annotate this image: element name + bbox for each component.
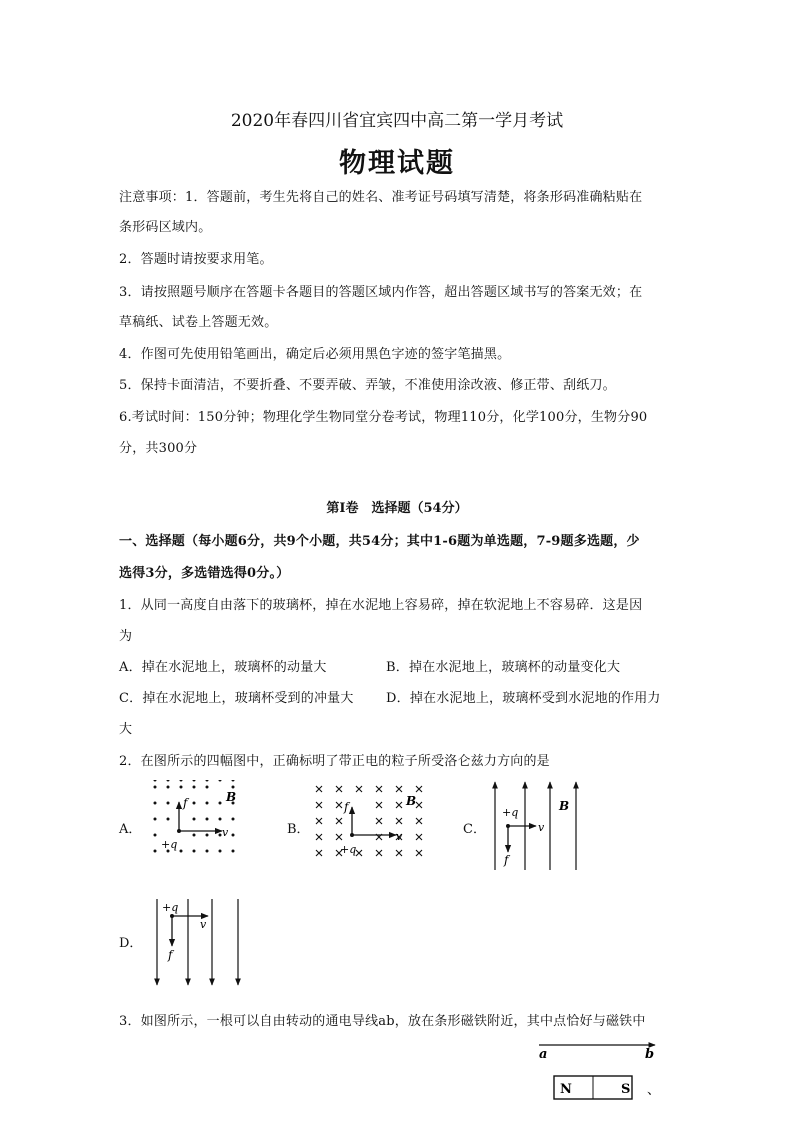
note-line-8: 6.考试时间：150分钟；物理化学生物同堂分卷考试，物理110分，化学100分，生物分90 <box>119 410 648 425</box>
magnet-s-pole: S <box>621 1082 631 1097</box>
q2-figure-d <box>150 897 245 989</box>
field-dots <box>154 780 235 782</box>
q1-option-d: D．掉在水泥地上，玻璃杯受到水泥地的作用力 <box>386 691 661 706</box>
field-label: B <box>406 794 417 808</box>
q1-option-b: B．掉在水泥地上，玻璃杯的动量变化大 <box>386 660 621 675</box>
q2-stem: 2．在图所示的四幅图中，正确标明了带正电的粒子所受洛仑兹力方向的是 <box>119 754 550 769</box>
q2-label-c: C． <box>463 822 486 837</box>
q2-label-b: B． <box>287 822 310 837</box>
q3-figure <box>535 1036 665 1106</box>
q2-figure-b <box>310 783 435 868</box>
q1-option-c: C．掉在水泥地上，玻璃杯受到的冲量大 <box>119 691 354 706</box>
note-line-3: 2．答题时请按要求用笔。 <box>119 252 273 267</box>
charge-label: +q <box>340 843 357 856</box>
note-line-7: 5．保持卡面清洁，不要折叠、不要弄破、弄皱，不准使用涂改液、修正带、刮纸刀。 <box>119 378 616 393</box>
wire-end-a: a <box>539 1047 548 1062</box>
section-instructions-line-2: 选得3分，多选错选得0分。） <box>119 566 290 581</box>
q1-stem-line-2: 为 <box>119 629 133 644</box>
charge-label: +q <box>162 901 179 914</box>
section-instructions-line-1: 一、选择题（每小题6分，共9个小题，共54分；其中1-6题为单选题，7-9题多选题，少 <box>119 534 640 549</box>
field-label: B <box>226 790 237 804</box>
note-line-4: 3．请按照题号顺序在答题卡各题目的答题区域内作答，超出答题区域书写的答案无效；在 <box>119 285 643 300</box>
exam-subtitle: 2020年春四川省宜宾四中高二第一学月考试 <box>230 111 564 131</box>
q2-label-d: D． <box>119 936 143 951</box>
velocity-label: v <box>222 826 229 839</box>
charge-label: +q <box>161 838 178 851</box>
velocity-label: v <box>396 830 403 843</box>
velocity-label: v <box>200 918 207 931</box>
force-label: f <box>168 948 173 962</box>
exam-title: 物理试题 <box>339 148 455 179</box>
note-line-6: 4．作图可先使用铅笔画出，确定后必须用黑色字迹的签字笔描黑。 <box>119 347 511 362</box>
field-label: B <box>559 799 570 813</box>
q3-stem: 3．如图所示，一根可以自由转动的通电导线ab，放在条形磁铁附近，其中点恰好与磁铁中 <box>119 1014 646 1029</box>
trailing-mark: 、 <box>647 1083 661 1098</box>
q2-figure-a <box>148 780 248 865</box>
q1-option-d-continued: 大 <box>119 722 133 737</box>
q2-label-a: A． <box>119 822 142 837</box>
note-line-5: 草稿纸、试卷上答题无效。 <box>119 315 278 330</box>
q1-stem-line-1: 1．从同一高度自由落下的玻璃杯，掉在水泥地上容易碎，掉在软泥地上不容易碎．这是因 <box>119 598 643 613</box>
note-line-2: 条形码区域内。 <box>119 220 212 235</box>
charge-label: +q <box>502 806 519 819</box>
force-label: f <box>504 853 509 867</box>
force-label: f <box>183 796 188 810</box>
q1-option-a: A．掉在水泥地上，玻璃杯的动量大 <box>119 660 327 675</box>
magnet-n-pole: N <box>560 1082 572 1097</box>
wire-end-b: b <box>645 1047 655 1062</box>
section-title: 第Ⅰ卷 选择题（54分） <box>326 501 468 516</box>
q2-figure-c <box>488 778 583 873</box>
velocity-label: v <box>538 821 545 834</box>
note-line-9: 分，共300分 <box>119 441 198 456</box>
force-label: f <box>344 800 349 814</box>
note-line-1: 注意事项：1．答题前，考生先将自己的姓名、准考证号码填写清楚，将条形码准确粘贴在 <box>119 190 643 205</box>
